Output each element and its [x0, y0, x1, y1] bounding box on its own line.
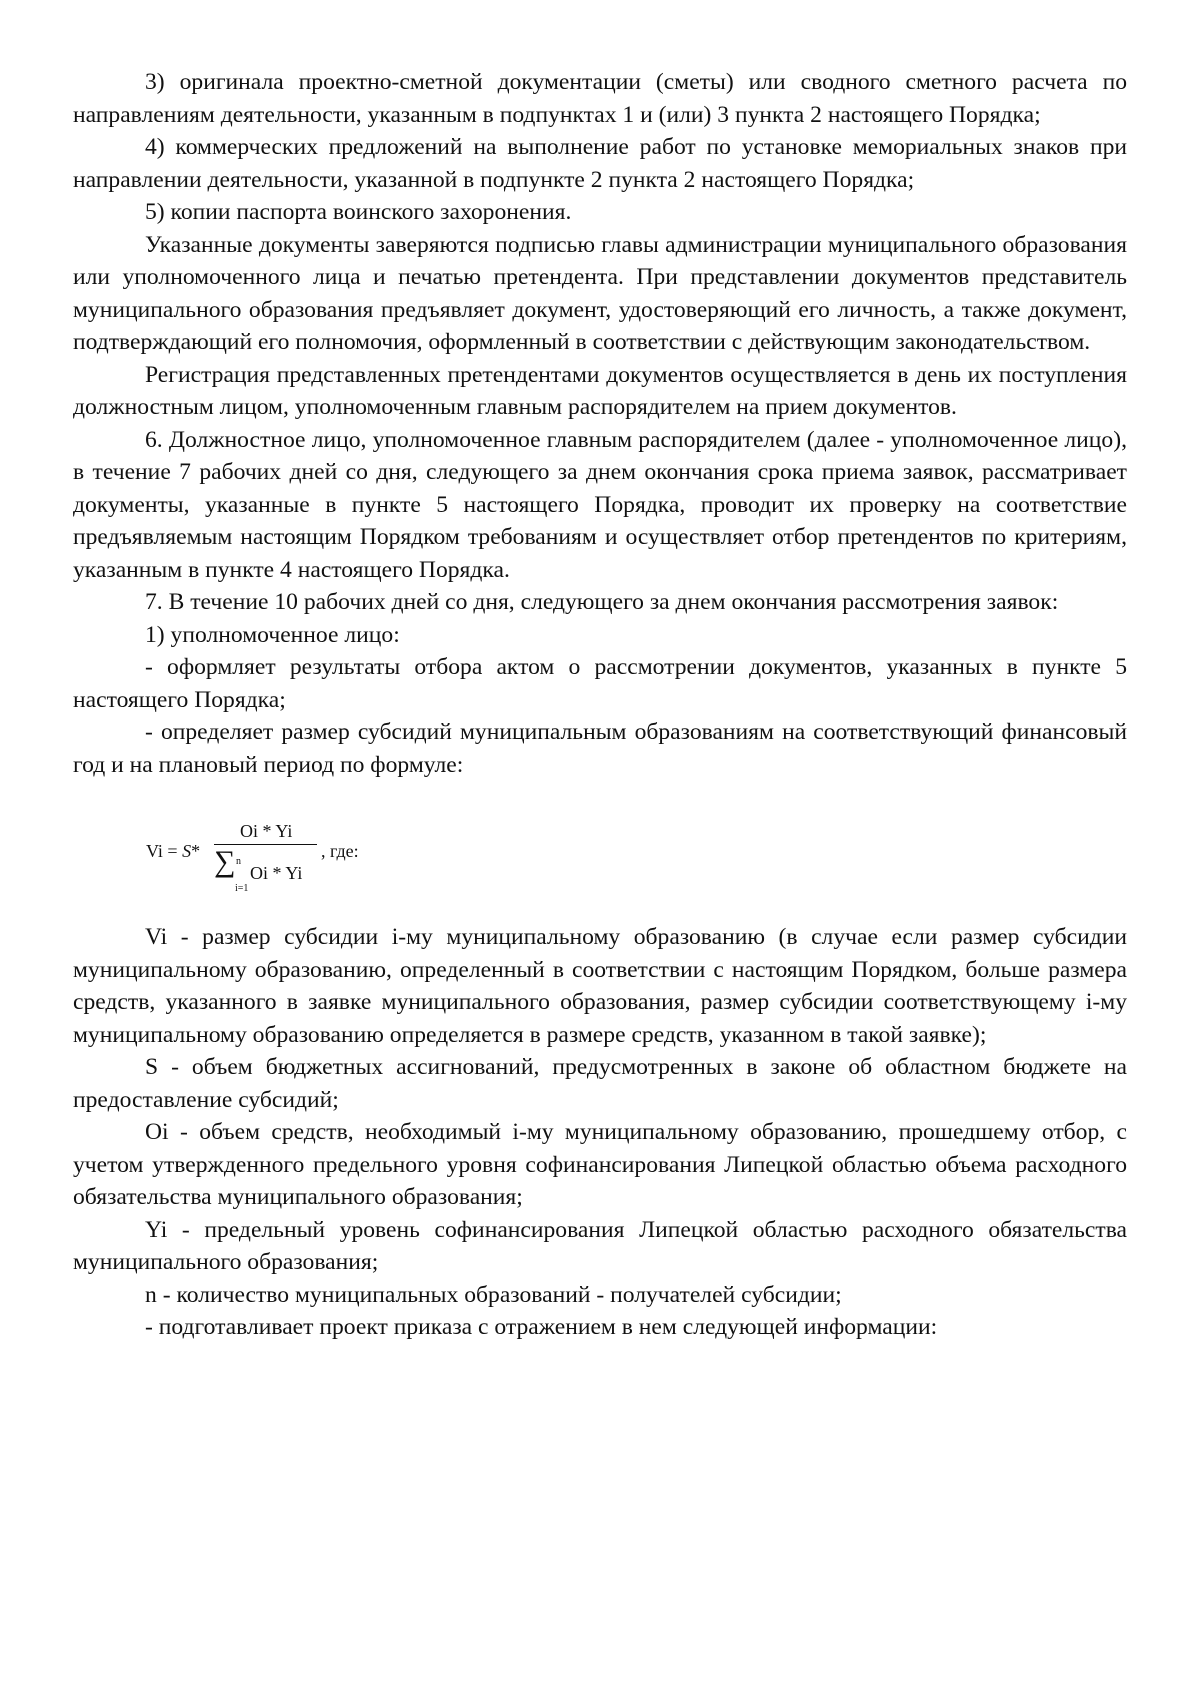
paragraph-definition-s: S - объем бюджетных ассигнований, предусмотренных в законе об областном бюджете на предоставление субсидий;: [73, 1054, 1127, 1113]
formula-tail: , где:: [321, 841, 359, 861]
paragraph-definition-n: n - количество муниципальных образований - получателей субсидии;: [145, 1281, 842, 1308]
paragraph-clause-6: 6. Должностное лицо, уполномоченное главным распорядителем (далее - уполномоченное лицо), в течение 7 рабочих дней со дня, следующего за днем окончания срока приема заявок, рассматривает документы, указанные в пункте 5 настоящего Порядка, проводит их проверку на соответствие предъявляемым настоящим Порядком требованиям и осуществляет отбор претендентов по критериям, указанным в пункте 4 настоящего Порядка.: [73, 426, 1127, 583]
paragraph-definition-oi: Oi - объем средств, необходимый i-му муниципальному образованию, прошедшему отбор, с учетом утвержденного предельного уровня софинансирования Липецкой областью объема расходного обязательства муниципального образования;: [73, 1119, 1127, 1210]
formula-sum-lower-limit: i=1: [235, 883, 249, 894]
paragraph-subsidy-size-formula-intro: - определяет размер субсидий муниципальным образованиям на соответствующий финансовый год и на плановый период по формуле:: [73, 719, 1127, 778]
formula-sum-upper-limit: n: [236, 856, 241, 867]
paragraph-clause-7: 7. В течение 10 рабочих дней со дня, следующего за днем окончания рассмотрения заявок:: [145, 589, 1059, 615]
paragraph-item-4-commercial-offers: 4) коммерческих предложений на выполнение работ по установке мемориальных знаков при направлении деятельности, указанной в подпункте 2 пункта 2 настоящего Порядка;: [73, 134, 1127, 193]
paragraph-authorized-person: 1) уполномоченное лицо:: [145, 621, 400, 648]
paragraph-item-3-original-estimate: 3) оригинала проектно-сметной документации (сметы) или сводного сметного расчета по направлениям деятельности, указанным в подпунктах 1 и (или) 3 пункта 2 настоящего Порядка;: [73, 69, 1127, 128]
formula-denominator: Oi * Yi: [250, 863, 303, 883]
formula-lhs-text: Vi =: [146, 841, 183, 861]
formula-multiply-sign: *: [191, 841, 201, 861]
paragraph-definition-vi: Vi - размер субсидии i-му муниципальному образованию (в случае если размер субсидии муниципальному образованию, определенный в соответствии с настоящим Порядком, больше размера средств, указанного в заявке муниципального образования, размер субсидии соответствующему i-му муниципальному образованию определяется в размере средств, указанном в такой заявке);: [73, 924, 1127, 1048]
paragraph-item-5-passport-copy: 5) копии паспорта воинского захоронения.: [145, 199, 572, 225]
formula-numerator: Oi * Yi: [240, 821, 293, 841]
formula-lhs: [146, 835, 200, 868]
formula-s-symbol: S: [182, 841, 192, 861]
paragraph-registration: Регистрация представленных претендентами документов осуществляется в день их поступления должностным лицом, уполномоченным главным распорядителем на прием документов.: [73, 361, 1127, 420]
paragraph-prepare-order-draft: - подготавливает проект приказа с отражением в нем следующей информации:: [145, 1314, 938, 1340]
subsidy-formula: [73, 781, 1127, 921]
formula-sum-sign: ∑: [214, 845, 236, 878]
paragraph-definition-yi: Yi - предельный уровень софинансирования Липецкой областью расходного обязательства муниципального образования;: [73, 1216, 1127, 1275]
document-page: [73, 66, 1127, 1344]
paragraph-documents-certification: Указанные документы заверяются подписью главы администрации муниципального образования или уполномоченного лица и печатью претендента. При представлении документов представитель муниципального образования предъявляет документ, удостоверяющий его личность, а также документ, подтверждающий его полномочия, оформленный в соответствии с действующим законодательством.: [73, 231, 1127, 355]
paragraph-act-of-review: - оформляет результаты отбора актом о рассмотрении документов, указанных в пункте 5 настоящего Порядка;: [73, 654, 1127, 713]
